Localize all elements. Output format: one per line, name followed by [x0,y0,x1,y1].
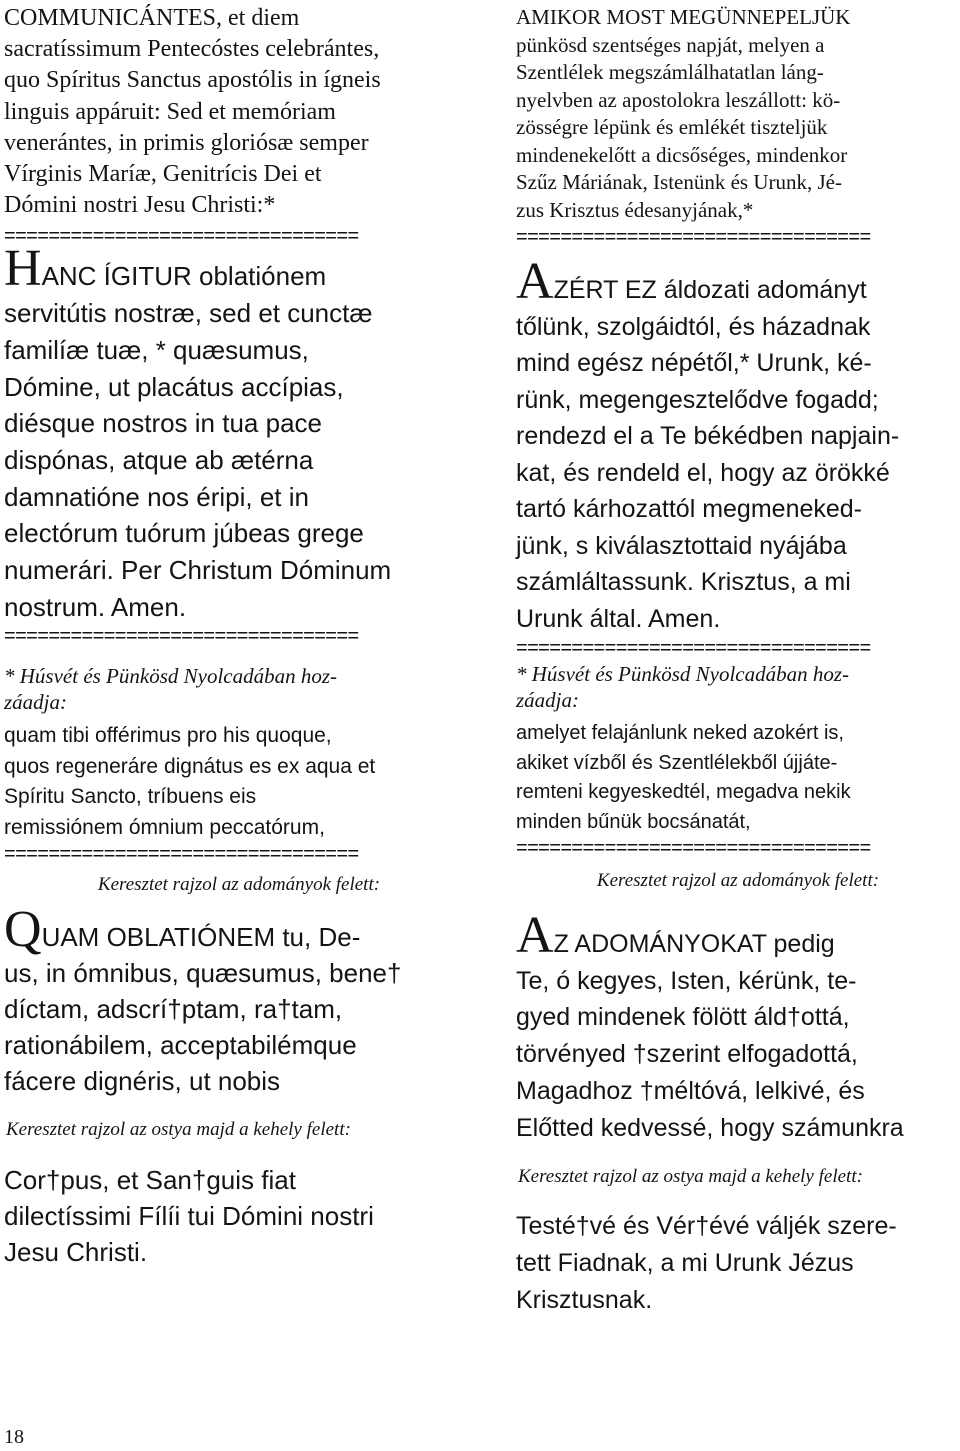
separator: ================================ [516,226,871,248]
text-line: gyed mindenek fölött áld†ottá, [516,1003,850,1032]
drop-capital: Q [4,901,42,959]
text-line: diésque nostros in tua pace [4,408,322,439]
text-line: pünkösd szentséges napját, melyen a [516,32,825,57]
text-line: rendezd el a Te békédben napjain- [516,422,900,450]
text-line: díctam, adscrí†ptam, ra†tam, [4,994,343,1025]
text-line: * Húsvét és Pünkösd Nyolcadában hoz- [516,662,850,686]
text-line: tőlünk, szolgáidtól, és házadnak [516,312,871,341]
separator: ================================ [4,625,359,648]
text-line: remteni kegyeskedtél, megadva nekik [516,781,851,803]
teste-text [516,1208,960,1319]
drop-capital: A [516,253,554,310]
text-line: dilectíssimi Fílíi tui Dómini nostri [4,1201,374,1232]
easter-addition [516,719,960,837]
text-line: numerári. Per Christum Dóminum [4,555,392,586]
text-line: COMMUNICÁNTES, et diem [4,5,300,31]
text-line: dispónas, atque ab ætérna [4,444,314,475]
text-line: mind egész népétől,* Urunk, ké- [516,349,872,377]
text-line: Dómine, ut placátus accípias, [4,371,344,402]
text-line: quam tibi offérimus pro his quoque, [4,724,332,748]
separator: ================================ [516,637,871,659]
text-line: linguis appáruit: Sed et memóriam [4,98,336,125]
hanc-igitur-text [4,240,474,625]
text-line: quo Spíritus Sanctus apostólis in ígneis [4,67,381,94]
text-line: záadja: [516,688,579,712]
text-line-rest: ZÉRT EZ áldozati adományt [553,276,867,304]
text-line: Jesu Christi. [4,1236,148,1267]
text-line: remissiónem ómnium peccatórum, [4,815,325,839]
text-line-rest: ANC ÍGITUR oblatiónem [41,261,327,292]
text-line: Dómini nostri Jesu Christi:* [4,192,276,219]
easter-addition [4,721,474,843]
text-line: Krisztusnak. [516,1286,653,1315]
text-line: rationábilem, acceptabilémque [4,1030,357,1061]
text-line: Vírginis Maríæ, Genitrícis Dei et [4,161,322,188]
text-line: nostrum. Amen. [4,591,187,622]
text-line: Magadhoz †méltóvá, lelkivé, és [516,1076,865,1105]
text-line: minden bűnük bocsánatát, [516,810,751,833]
text-line: rünk, megengesztelődve fogadd; [516,385,879,414]
text-line: venerántes, in primis gloriósæ semper [4,129,369,156]
text-line: Urunk által. Amen. [516,604,721,633]
text-line: Spíritu Sancto, tríbuens eis [4,785,257,809]
drop-capital: H [4,240,42,298]
rubric-sign-over-host-chalice: Keresztet rajzol az ostya majd a kehely felett: [6,1119,351,1141]
text-line: fácere dignéris, ut nobis [4,1066,281,1097]
text-line: Szűz Máriának, Istenünk és Urunk, Jé- [516,170,842,194]
amikor-text [516,4,960,224]
corpus-et-sanguis-text [4,1163,474,1270]
text-line: Te, ó kegyes, Isten, kérünk, te- [516,966,857,995]
azert-text [516,253,960,637]
text-line: quos regeneráre dignátus es ex aqua et [4,754,376,778]
text-line: us, in ómnibus, quæsumus, bene† [4,958,402,989]
text-line [4,240,474,298]
text-line: zus Krisztus édesanyjának,* [516,197,754,222]
easter-note [516,661,960,713]
rubric-sign-over-offerings: Keresztet rajzol az adományok felett: [596,870,880,891]
text-line: nyelvben az apostolokra leszállott: kö- [516,87,841,112]
text-line [516,253,960,310]
text-line: Előtted kedvessé, hogy számunkra [516,1113,904,1142]
separator: ================================ [4,225,359,248]
text-line: amelyet felajánlunk neked azokért is, [516,722,844,744]
communicantes-text [4,3,474,221]
text-line: számláltassunk. Krisztus, a mi [516,568,851,596]
text-line: Szentlélek megszámlálhatatlan láng- [516,60,824,84]
easter-note [4,663,474,715]
text-line: jünk, s kiválasztottaid nyájába [516,531,847,560]
separator: ================================ [516,837,871,859]
text-line: familíæ tuæ, * quæsumus, [4,334,309,365]
text-line: Cor†pus, et San†guis fiat [4,1165,296,1196]
text-line [516,907,960,964]
text-line: electórum tuórum júbeas grege [4,518,364,549]
text-line: akiket vízből és Szentlélekből újjáte- [516,751,838,774]
text-line-rest: UAM OBLATIÓNEM tu, De- [41,922,361,953]
text-line: AMIKOR MOST MEGÜNNEPELJÜK [516,5,851,29]
text-line: tett Fiadnak, a mi Urunk Jézus [516,1249,854,1278]
text-line: sacratíssimum Pentecóstes celebrántes, [4,36,380,63]
text-line [4,901,474,959]
latin-column [4,0,474,1271]
hungarian-column [516,0,960,1319]
page-number: 18 [4,1426,24,1448]
drop-capital: A [516,907,554,964]
text-line: törvényed †szerint elfogadottá, [516,1040,858,1069]
rubric-sign-over-offerings: Keresztet rajzol az adományok felett: [97,874,381,896]
rubric-sign-over-host-chalice: Keresztet rajzol az ostya majd a kehely felett: [518,1166,863,1188]
text-line: mindenekelőtt a dicsőséges, mindenkor [516,142,848,167]
az-adomanyokat-text [516,907,960,1146]
quam-oblationem-text [4,901,474,1099]
text-line: servitútis nostræ, sed et cunctæ [4,298,373,329]
separator: ================================ [4,843,359,866]
text-line-rest: Z ADOMÁNYOKAT pedig [553,930,835,958]
text-line: kat, és rendeld el, hogy az örökké [516,458,890,487]
text-line: zösségre lépünk és emlékét tiszteljük [516,115,828,139]
text-line: tartó kárhozattól megmeneked- [516,495,863,523]
text-line: Testé†vé és Vér†évé váljék szere- [516,1212,897,1241]
text-line: damnatióne nos éripi, et in [4,481,309,512]
text-line: * Húsvét és Pünkösd Nyolcadában hoz- [4,664,338,689]
text-line: záadja: [4,690,67,715]
